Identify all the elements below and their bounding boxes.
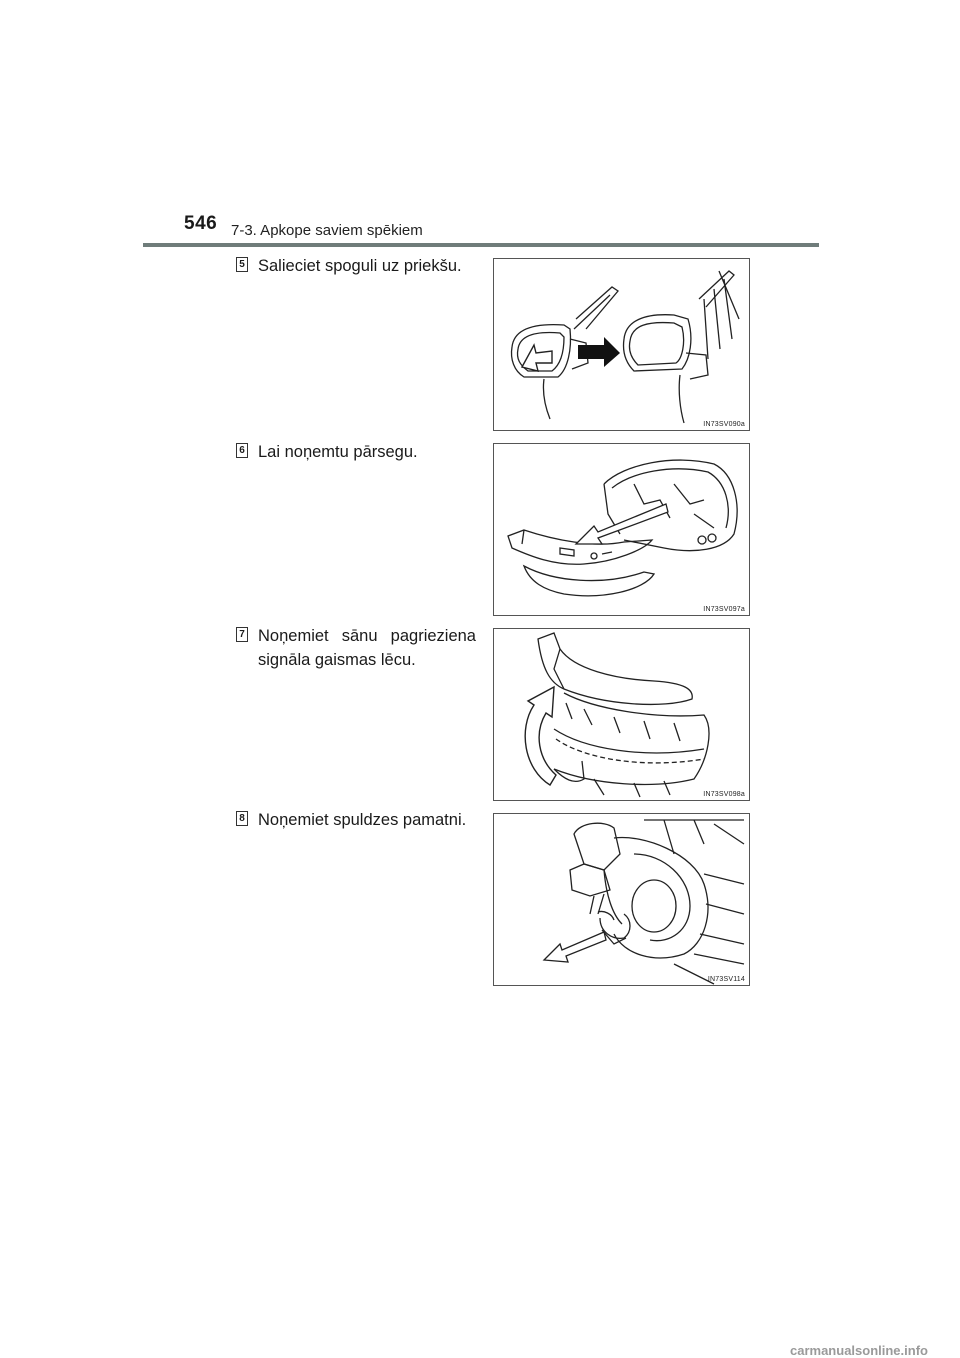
figure-code-7: IN73SV098a — [703, 791, 745, 798]
bulb-base-removal-illustration — [494, 814, 749, 985]
figure-code-8: IN73SV114 — [707, 976, 745, 983]
signal-lens-removal-illustration — [494, 629, 749, 800]
step-8-badge: 8 — [236, 811, 248, 826]
cover-removal-illustration — [494, 444, 749, 615]
footer-watermark: carmanualsonline.info — [790, 1343, 928, 1358]
figure-step-7 — [493, 628, 750, 801]
step-8-text: Noņemiet spuldzes pamatni. — [258, 811, 467, 829]
section-title: 7-3. Apkope saviem spēkiem — [231, 222, 423, 239]
figure-step-5 — [493, 258, 750, 431]
header-rule — [143, 243, 819, 247]
figure-code-6: IN73SV097a — [703, 606, 745, 613]
figure-step-6 — [493, 443, 750, 616]
step-7-badge: 7 — [236, 627, 248, 642]
mirror-fold-forward-illustration — [494, 259, 749, 430]
step-5-text: Salieciet spoguli uz priekšu. — [258, 257, 462, 275]
step-5-badge: 5 — [236, 257, 248, 272]
page-number: 546 — [184, 213, 218, 234]
step-6-text: Lai noņemtu pārsegu. — [258, 443, 418, 461]
figure-step-8 — [493, 813, 750, 986]
step-7-text: Noņemiet sānu pagrieziena signāla gaismas lēcu. — [258, 627, 476, 669]
figure-code-5: IN73SV090a — [703, 421, 745, 428]
step-6-badge: 6 — [236, 443, 248, 458]
